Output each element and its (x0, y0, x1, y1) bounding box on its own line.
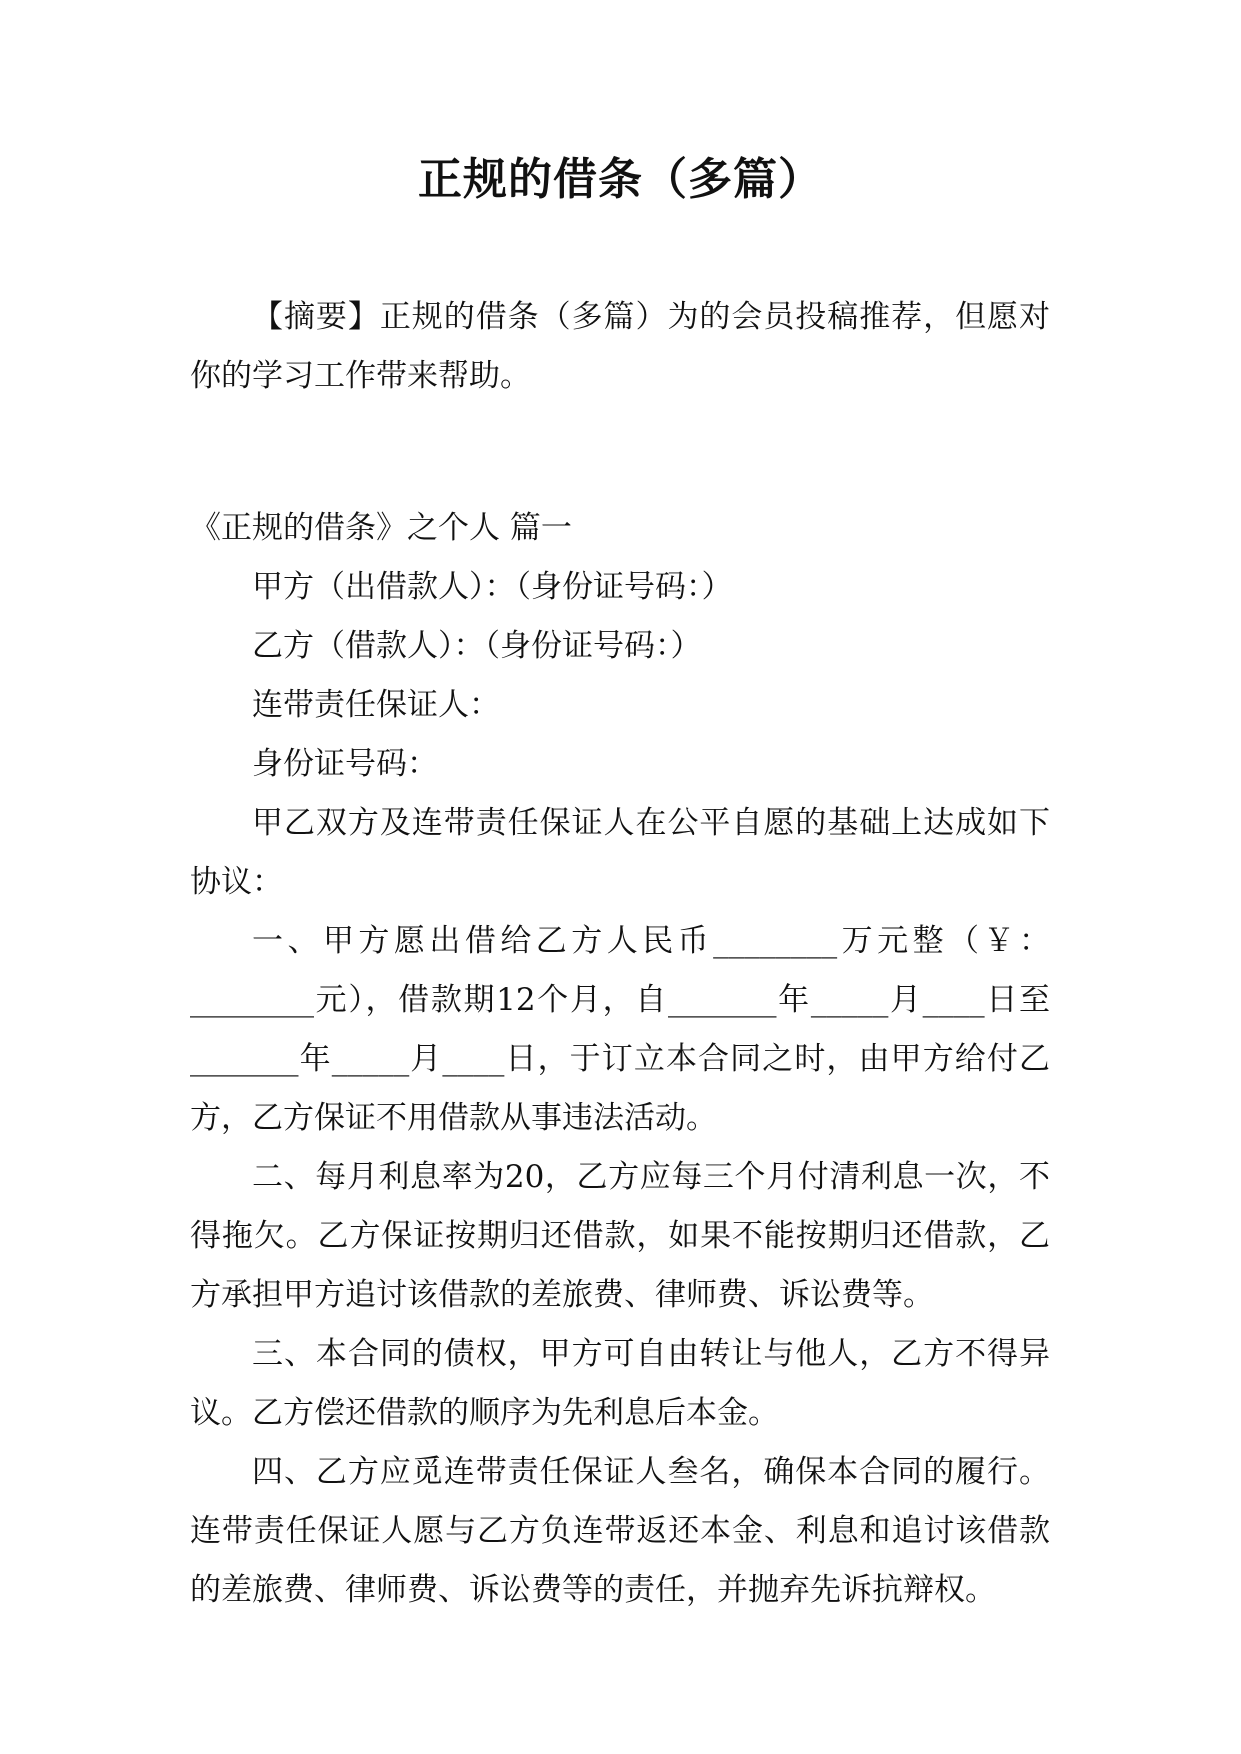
paragraph-agreement-intro: 甲乙双方及连带责任保证人在公平自愿的基础上达成如下协议： (190, 805, 1050, 900)
clause-2: 二、每月利息率为20，乙方应每三个月付清利息一次，不得拖欠。乙方保证按期归还借款，如果不能按期归还借款，乙方承担甲方追讨该借款的差旅费、律师费、诉讼费等。 (190, 1159, 1050, 1313)
document-body (190, 288, 1050, 1620)
paragraph-borrower: 乙方（借款人）：（身份证号码：） (252, 628, 702, 664)
paragraph-lender: 甲方（出借款人）：（身份证号码：） (252, 569, 733, 605)
clause-3: 三、本合同的债权，甲方可自由转让与他人，乙方不得异议。乙方偿还借款的顺序为先利息后本金。 (190, 1336, 1050, 1431)
spacer (190, 406, 1050, 499)
section-heading: 《正规的借条》之个人 篇一 (190, 510, 572, 546)
clause-4: 四、乙方应觅连带责任保证人叁名，确保本合同的履行。连带责任保证人愿与乙方负连带返还本金、利息和追讨该借款的差旅费、律师费、诉讼费等的责任，并抛弃先诉抗辩权。 (190, 1454, 1050, 1608)
paragraph-guarantor-id: 身份证号码： (252, 746, 438, 782)
document-title: 正规的借条（多篇） (418, 154, 823, 205)
clause-1: 一、甲方愿出借给乙方人民币________万元整（￥：________元），借款期12个月，自_______年_____月____日至_______年_____月____日，于订立本合同之时，由甲方给付乙方，乙方保证不用借款从事违法活动。 (190, 923, 1050, 1136)
paragraph-guarantor: 连带责任保证人： (252, 687, 500, 723)
abstract-paragraph: 【摘要】正规的借条（多篇）为的会员投稿推荐，但愿对你的学习工作带来帮助。 (190, 299, 1050, 394)
